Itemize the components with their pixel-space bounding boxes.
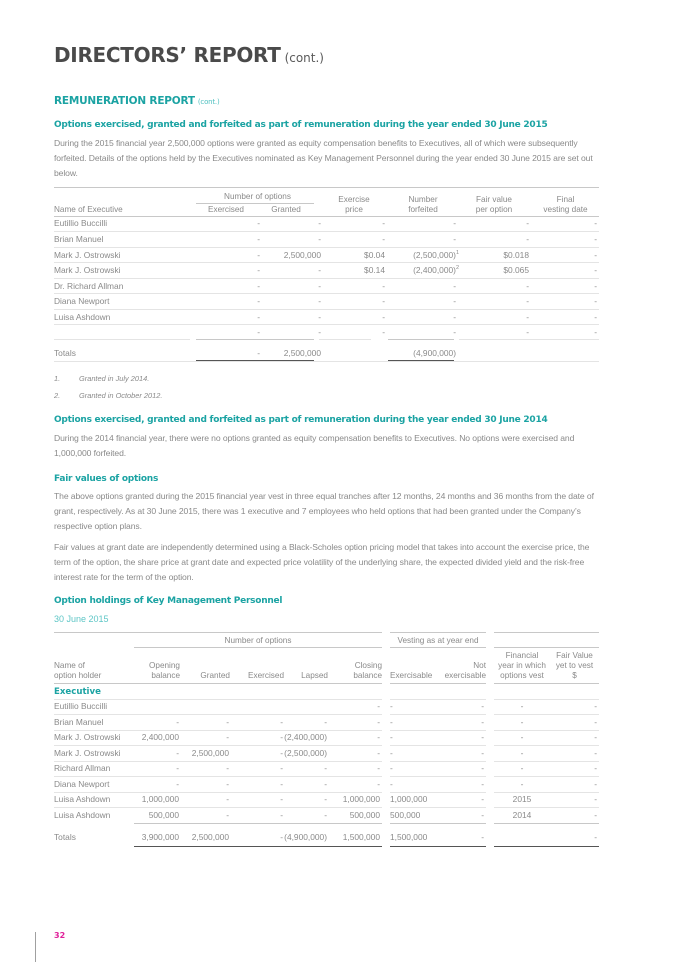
subtotal-rule — [390, 823, 486, 824]
header-final-vesting-date — [532, 195, 599, 215]
cell-exercisable: - — [390, 701, 393, 711]
cell-financial-year: - — [520, 778, 524, 789]
header-number-forfeited — [388, 195, 458, 215]
header-bottom-rule — [390, 683, 486, 684]
cell-financial-year: - — [520, 732, 524, 742]
cell-fair: - — [526, 327, 529, 337]
group-underline — [134, 647, 382, 648]
header-line: balance — [151, 671, 180, 680]
cell-forfeited: - — [453, 296, 456, 306]
cell-name: Mark J. Ostrowski — [54, 265, 121, 275]
cell-vesting: - — [594, 311, 597, 322]
header-line: balance — [353, 671, 382, 680]
totals-row — [54, 346, 599, 362]
cell-not-exercisable: - — [481, 809, 484, 820]
cell-name: Diana Newport — [54, 296, 110, 306]
header-line: Financial — [505, 651, 539, 660]
header-group-number-of-options: Number of options — [224, 192, 291, 201]
footnote-1 — [54, 374, 149, 383]
table-row — [54, 216, 599, 232]
cell-closing: - — [377, 732, 380, 742]
totals-double-rule — [390, 846, 486, 847]
header-name-of-option-holder — [54, 661, 101, 681]
totals-granted: 2,500,000 — [283, 348, 321, 358]
cell-exercised: - — [257, 296, 260, 306]
table-row — [54, 263, 599, 279]
cell-opening: 2,400,000 — [141, 732, 179, 742]
totals-exercisable: 1,500,000 — [390, 832, 428, 842]
cell-lapsed: - — [324, 794, 327, 804]
cell-forfeited: - — [453, 327, 456, 337]
cell-price: $0.14 — [364, 265, 385, 275]
cell-name: Eutillio Buccilli — [54, 701, 108, 711]
header-line: yet to vest — [555, 661, 594, 670]
group-underline — [390, 647, 486, 648]
table-row — [54, 761, 599, 777]
cell-name: Luisa Ashdown — [54, 794, 111, 804]
table-row — [54, 792, 599, 808]
cell-financial-year: - — [520, 747, 524, 758]
cell-exercised: - — [280, 778, 283, 789]
cell-opening: - — [176, 763, 179, 773]
cell-not-exercisable: - — [481, 778, 484, 789]
cell-opening: - — [176, 778, 179, 789]
cell-vesting: - — [594, 234, 597, 244]
cell-granted: - — [318, 218, 321, 228]
cell-fair-value: - — [594, 716, 597, 727]
forfeited-value: (2,400,000) — [413, 265, 456, 275]
cell-fair: - — [526, 234, 529, 244]
cell-fair-value: - — [594, 794, 597, 804]
cell-name: Richard Allman — [54, 763, 111, 773]
cell-price: - — [382, 311, 385, 322]
subtotal-rule-forfeited — [388, 339, 454, 340]
group-underline — [494, 647, 599, 648]
header-line: Not — [473, 661, 486, 670]
header-fair-value-line1: Fair value — [476, 195, 512, 204]
cell-fair-value: - — [594, 747, 597, 758]
cell-granted: - — [226, 809, 229, 820]
footnote-text: Granted in July 2014. — [79, 374, 150, 383]
cell-financial-year: - — [520, 763, 524, 773]
cell-price: - — [382, 234, 385, 244]
header-line: Fair Value — [556, 651, 593, 660]
cell-price: $0.04 — [364, 249, 385, 260]
cell-lapsed: (2,400,000) — [284, 732, 327, 742]
footnote-number: 2. — [54, 391, 61, 400]
category-executive: Executive — [54, 687, 101, 697]
section-title-text: REMUNERATION REPORT — [54, 95, 195, 107]
section-title-suffix: (cont.) — [197, 98, 220, 106]
header-exercise-price-line2: price — [345, 205, 363, 214]
page-number: 32 — [54, 931, 66, 940]
rule — [54, 339, 190, 340]
subtotal-rule — [134, 823, 382, 824]
table-top-rule — [390, 632, 486, 633]
cell-exercised: - — [280, 732, 283, 742]
header-line: exercisable — [444, 671, 486, 680]
totals-label: Totals — [54, 832, 76, 842]
cell-closing: - — [377, 701, 380, 711]
cell-exercised: - — [257, 218, 260, 228]
table-row — [54, 248, 599, 264]
cell-exercised: - — [280, 794, 283, 804]
totals-not-exercisable: - — [481, 832, 484, 842]
cell-vesting: - — [594, 327, 597, 337]
table-row — [54, 808, 599, 824]
table-row — [54, 310, 599, 326]
cell-opening: - — [176, 747, 179, 758]
cell-forfeited: - — [453, 218, 456, 228]
header-exercisable: Exercisable — [390, 671, 433, 680]
cell-opening: 1,000,000 — [141, 794, 179, 804]
cell-lapsed: - — [324, 763, 327, 773]
subtotal-rule — [494, 823, 599, 824]
header-fair-value — [459, 195, 529, 215]
cell-not-exercisable: - — [481, 732, 484, 742]
cell-granted: - — [318, 265, 321, 275]
cell-price: - — [382, 296, 385, 306]
cell-fair: - — [526, 296, 529, 306]
cell-closing: - — [377, 763, 380, 773]
table-top-rule — [54, 632, 382, 633]
rule — [459, 339, 599, 340]
cell-exercisable: - — [390, 778, 393, 789]
cell-exercisable: - — [390, 747, 393, 758]
footnote-number: 1. — [54, 374, 61, 383]
header-line: year in which — [498, 661, 546, 670]
page-title-suffix: (cont.) — [284, 51, 324, 65]
cell-lapsed: - — [324, 809, 327, 820]
cell-lapsed: - — [324, 716, 327, 727]
cell-exercised: - — [257, 265, 260, 275]
totals-double-rule-options — [196, 360, 314, 361]
cell-granted: 2,500,000 — [191, 747, 229, 758]
cell-granted: - — [226, 794, 229, 804]
heading-options-2014: Options exercised, granted and forfeited as part of remuneration during the year ended 30 June 2014 — [54, 415, 548, 425]
table-row — [54, 279, 599, 295]
totals-exercised: - — [257, 348, 260, 358]
totals-double-rule — [134, 846, 382, 847]
heading-fair-values: Fair values of options — [54, 474, 159, 484]
cell-exercisable: - — [390, 763, 393, 773]
cell-granted: - — [318, 280, 321, 291]
cell-forfeited: - — [453, 280, 456, 291]
table-top-rule — [54, 187, 599, 188]
cell-not-exercisable: - — [481, 794, 484, 804]
cell-closing: 500,000 — [349, 809, 380, 820]
table-row — [54, 232, 599, 248]
rule — [319, 339, 371, 340]
cell-fair: $0.065 — [503, 265, 529, 275]
totals-exercised: - — [280, 832, 283, 842]
totals-row — [54, 830, 599, 846]
cell-granted: - — [318, 327, 321, 337]
header-lapsed: Lapsed — [301, 671, 328, 680]
cell-vesting: - — [594, 218, 597, 228]
cell-exercised: - — [257, 327, 260, 337]
cell-fair: - — [526, 280, 529, 291]
cell-financial-year: - — [520, 701, 524, 711]
cell-name: Mark J. Ostrowski — [54, 732, 121, 742]
cell-fair-value: - — [594, 701, 597, 711]
cell-closing: 1,000,000 — [342, 794, 380, 804]
cell-granted: - — [226, 732, 229, 742]
cell-price: - — [382, 327, 385, 337]
cell-exercised: - — [257, 234, 260, 244]
cell-exercisable: - — [390, 716, 393, 727]
footnote-marker: 1 — [455, 249, 459, 256]
cell-granted: - — [318, 311, 321, 322]
paragraph-fair-values-1: The above options granted during the 2015 financial year vest in three equal tranches after 12 months, 24 months and 36 months from the date of grant, respectively. As at 30 June 2015, there was 1 executive and 7 employees who held options that had been granted under the Company’s respective option plans. — [54, 491, 594, 532]
header-bottom-rule — [54, 683, 382, 684]
cell-price: - — [382, 280, 385, 291]
cell-forfeited: - — [453, 234, 456, 244]
cell-name: Luisa Ashdown — [54, 311, 111, 322]
cell-opening: 500,000 — [148, 809, 179, 820]
cell-not-exercisable: - — [481, 747, 484, 758]
cell-exercisable: - — [390, 732, 393, 742]
cell-granted: - — [226, 763, 229, 773]
section-title — [54, 95, 220, 107]
cell-exercised: - — [280, 809, 283, 820]
cell-opening: - — [176, 716, 179, 727]
totals-fair-value: - — [594, 832, 597, 842]
cell-fair-value: - — [594, 763, 597, 773]
cell-financial-year: - — [520, 716, 524, 727]
header-opening-balance — [124, 661, 180, 681]
paragraph-options-2014: During the 2014 financial year, there were no options granted as equity compensation benefits to Executives. No options were exercised and 1,000,000 forfeited. — [54, 433, 575, 459]
group-underline — [196, 203, 314, 204]
footnote-2 — [54, 391, 162, 400]
table-top-rule — [494, 632, 599, 633]
footnote-marker: 2 — [455, 265, 459, 272]
cell-name: Dr. Richard Allman — [54, 280, 124, 291]
header-exercised: Exercised — [208, 205, 244, 214]
header-granted: Granted — [200, 671, 230, 680]
cell-exercised: - — [257, 280, 260, 291]
paragraph-fair-values-2: Fair values at grant date are independently determined using a Black-Scholes option pricing model that takes into account the exercise price, the term of the option, the share price at grant date and expected price volatility of the underlying share, the expected divided yield and the risk-free interest rate for the term of the option. — [54, 542, 590, 583]
cell-financial-year: 2014 — [512, 809, 532, 820]
page-title — [54, 43, 324, 67]
table-row — [54, 715, 599, 731]
heading-options-2015: Options exercised, granted and forfeited as part of remuneration during the year ended 30 June 2015 — [54, 120, 548, 130]
cell-name: Brian Manuel — [54, 716, 104, 727]
cell-financial-year: 2015 — [512, 794, 532, 804]
header-line: options vest — [500, 671, 544, 680]
header-closing-balance — [324, 661, 382, 681]
cell-price: - — [382, 218, 385, 228]
table-row — [54, 294, 599, 310]
cell-fair-value: - — [594, 809, 597, 820]
cell-exercisable: 1,000,000 — [390, 794, 428, 804]
forfeited-value: (2,500,000) — [413, 249, 456, 260]
cell-granted: - — [318, 296, 321, 306]
header-financial-year — [494, 651, 550, 681]
cell-exercised: - — [280, 763, 283, 773]
cell-lapsed: (2,500,000) — [284, 747, 327, 758]
totals-label: Totals — [54, 348, 76, 358]
header-group-vesting: Vesting as at year end — [397, 636, 479, 645]
cell-name: Mark J. Ostrowski — [54, 249, 121, 260]
cell-exercised: - — [257, 249, 260, 260]
header-name-of-executive: Name of Executive — [54, 205, 123, 214]
table-row — [54, 746, 599, 762]
cell-exercised: - — [257, 311, 260, 322]
heading-option-holdings: Option holdings of Key Management Personnel — [54, 596, 283, 606]
margin-rule — [35, 932, 36, 962]
cell-name: Brian Manuel — [54, 234, 104, 244]
cell-name: Luisa Ashdown — [54, 809, 111, 820]
page-title-text: DIRECTORS’ REPORT — [54, 43, 281, 67]
cell-exercised: - — [280, 747, 283, 758]
paragraph-options-2015: During the 2015 financial year 2,500,000 options were granted as equity compensation benefits to Executives, all of which were subsequently forfeited. Details of the options held by the Executives nominated as Key Management Personnel during the year ended 30 June 2015 are set out below. — [54, 138, 593, 179]
holdings-date: 30 June 2015 — [54, 614, 109, 624]
header-fair-value-yet-to-vest — [550, 651, 599, 681]
footnote-text: Granted in October 2012. — [79, 391, 163, 400]
subtotal-rule-options — [196, 339, 314, 340]
header-group-number-of-options: Number of options — [224, 636, 292, 645]
cell-granted: - — [318, 234, 321, 244]
header-number-forfeited-line1: Number — [408, 195, 438, 204]
cell-vesting: - — [594, 249, 597, 260]
header-exercised: Exercised — [248, 671, 284, 680]
header-line: $ — [572, 671, 577, 680]
totals-double-rule-forfeited — [388, 360, 454, 361]
totals-double-rule — [494, 846, 599, 847]
cell-fair: $0.018 — [503, 249, 529, 260]
cell-not-exercisable: - — [481, 763, 484, 773]
cell-not-exercisable: - — [481, 716, 484, 727]
cell-forfeited: - — [453, 311, 456, 322]
header-line: option holder — [54, 671, 102, 680]
header-fair-value-line2: per option — [475, 205, 513, 214]
header-line: Opening — [149, 661, 180, 670]
header-line: Closing — [354, 661, 382, 670]
header-granted: Granted — [271, 205, 301, 214]
cell-vesting: - — [594, 280, 597, 291]
header-final-vesting-line2: vesting date — [543, 205, 588, 214]
cell-forfeited — [413, 250, 459, 260]
cell-name: Eutillio Buccilli — [54, 218, 108, 228]
cell-fair: - — [526, 218, 529, 228]
header-not-exercisable — [434, 661, 486, 681]
header-exercise-price — [324, 195, 384, 215]
cell-granted: - — [226, 778, 229, 789]
totals-granted: 2,500,000 — [191, 832, 229, 842]
cell-vesting: - — [594, 265, 597, 275]
header-line: Name of — [54, 661, 85, 670]
cell-closing: - — [377, 778, 380, 789]
header-bottom-rule — [494, 683, 599, 684]
totals-opening: 3,900,000 — [141, 832, 179, 842]
cell-fair-value: - — [594, 778, 597, 789]
cell-exercised: - — [280, 716, 283, 727]
cell-exercisable: 500,000 — [390, 809, 421, 820]
cell-lapsed: - — [324, 778, 327, 789]
cell-forfeited — [413, 265, 459, 275]
cell-closing: - — [377, 747, 380, 758]
totals-closing: 1,500,000 — [342, 832, 380, 842]
table-row — [54, 730, 599, 746]
cell-name: Mark J. Ostrowski — [54, 747, 121, 758]
cell-granted: - — [226, 716, 229, 727]
cell-not-exercisable: - — [481, 701, 484, 711]
table-row — [54, 777, 599, 793]
cell-granted: 2,500,000 — [283, 249, 321, 260]
header-number-forfeited-line2: forfeited — [408, 205, 438, 214]
cell-fair: - — [526, 311, 529, 322]
totals-forfeited: (4,900,000) — [413, 348, 456, 358]
table-row — [54, 699, 599, 715]
cell-closing: - — [377, 716, 380, 727]
header-final-vesting-line1: Final — [556, 195, 575, 204]
cell-vesting: - — [594, 296, 597, 306]
totals-lapsed: (4,900,000) — [284, 832, 327, 842]
cell-fair-value: - — [594, 732, 597, 742]
cell-name: Diana Newport — [54, 778, 110, 789]
header-exercise-price-line1: Exercise — [338, 195, 370, 204]
